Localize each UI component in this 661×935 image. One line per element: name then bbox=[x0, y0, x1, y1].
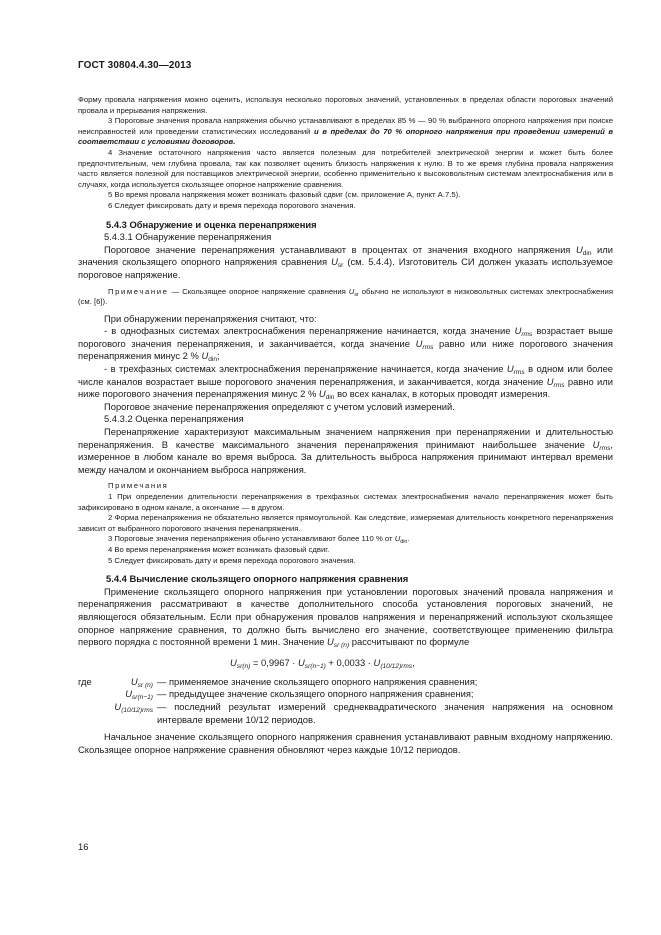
section-heading-5-4-4: 5.4.4 Вычисление скользящего опорного напряжения сравнения bbox=[106, 573, 409, 585]
paragraph-threshold: Пороговое значение перенапряжения устанавливают в процентах от значения входного напряжения $U_{din}$ или значения скользящего опорного напряжения сравнения $U_{sr}$ (см. 5.4.4). Изготовитель СИ должен указать используемое пороговое напряжение. bbox=[78, 243, 613, 280]
bullet-three-phase: - в трехфазных системах электроснабжения перенапряжение начинается, когда значение $U_{rms}$ в одном или более числе каналов возрастает выше порогового значения перенапряжения, и заканчивается, когда значение $U_{rms}$ равно или ниже порогового значения перенапряжения минус 2 % $U_{din}$ во всех каналах, в которых проводят измерения. bbox=[78, 363, 613, 402]
notes-item-1: 1 При определении длительности перенапряжения в трехфазных системах электроснабжения начало перенапряжения может быть зафиксировано в одном канале, а окончание — в другом. bbox=[78, 492, 613, 512]
page-number: 16 bbox=[78, 841, 89, 852]
definition-usr-n: где $U_{sr (n)}$ — применяемое значение скользящего опорного напряжения сравнения; bbox=[78, 675, 478, 689]
notes-item-4: 4 Во время перенапряжения может возникать фазовый сдвиг. bbox=[108, 544, 330, 554]
bullet-single-phase: - в однофазных системах электроснабжения перенапряжение начинается, когда значение $U_{rms}$ возрастает выше порогового значения перенапряжения, и заканчивается, когда значение $U_{rms}$ равно или ниже порогового значения перенапряжения минус 2 % $U_{din}$; bbox=[78, 325, 613, 364]
paragraph-detect: При обнаружении перенапряжения считают, что: bbox=[104, 312, 317, 324]
note-single: Примечание — Скользящее опорное напряжение сравнения $U_{sr}$ обычно не используют в низковольтных системах электроснабжения (см. [6]). bbox=[78, 286, 613, 307]
paragraph-sliding-reference: Применение скользящего опорного напряжения при установлении пороговых значений провала напряжения и перенапряжения рассматривают в качестве дополнительного способа установления пороговых значений, не являющегося обязательным. Если при обнаружения провалов напряжения и перенапряжений используют скользящее опорное напряжение сравнения, то должно быть вычислено его значение, соответствующее применению фильтра первого порядка с постоянной времени 1 мин. Значение $U_{sr (n)}$ рассчитывают по формуле bbox=[78, 585, 613, 650]
note-3: 3 Пороговые значения провала напряжения обычно устанавливают в пределах 85 % — 90 % выбранного опорного напряжения при поиске неисправностей или проведении статистических исследований и в пределах до 70 % опорного напряжения при проведении измерений в соответствии с условиями договоров. bbox=[78, 116, 613, 147]
subsection-heading-5-4-3-2: 5.4.3.2 Оценка перенапряжения bbox=[104, 413, 244, 425]
notes-item-2: 2 Форма перенапряжения не обязательно является прямоугольной. Как следствие, измеряемая длительность конкретного перенапряжения зависит от выбранного порогового значения перенапряжения. bbox=[78, 513, 613, 533]
note-5: 5 Во время провала напряжения может возникать фазовый сдвиг (см. приложение А, пункт А.7.5). bbox=[108, 190, 461, 200]
notes-item-3: 3 Пороговые значения перенапряжения обычно устанавливают более 110 % от $U_{din}$. bbox=[108, 534, 410, 546]
subsection-heading-5-4-3-1: 5.4.3.1 Обнаружение перенапряжения bbox=[104, 231, 272, 243]
notes-label: Примечания bbox=[108, 481, 169, 491]
paragraph-threshold-conditions: Пороговое значение перенапряжения определяют с учетом условий измерений. bbox=[104, 400, 455, 412]
paragraph-initial-value: Начальное значение скользящего опорного напряжения сравнения устанавливают равным входному напряжению. Скользящее опорное напряжение сравнения обновляют через каждые 10/12 периодов. bbox=[78, 731, 613, 755]
definition-u-10-12-rms: $U_{(10/12)rms}$ — последний результат измерений среднеквадратического значения напряжения на основном интервале времени 10/12 периодов. bbox=[114, 700, 613, 725]
note-6: 6 Следует фиксировать дату и время перехода порогового значения. bbox=[108, 200, 356, 210]
note-4: 4 Значение остаточного напряжения часто является полезным для потребителей электрической энергии и может быть более предпочтительным, чем глубина провала, так как позволяет оценить близость напряжения к нулю. В то же время глубина провала напряжения часто является полезной для поставщиков электрической энергии, особенно применительно к высоковольтным системам электроснабжения или в случаях, когда используется скользящее опорное напряжение сравнения. bbox=[78, 147, 613, 189]
definition-usr-n-1: $U_{sr(n-1)}$ — предыдущее значение скользящего опорного напряжения сравнения; bbox=[125, 688, 474, 702]
document-body bbox=[78, 95, 613, 756]
page-header-title: ГОСТ 30804.4.30—2013 bbox=[78, 60, 192, 71]
section-heading-5-4-3: 5.4.3 Обнаружение и оценка перенапряжения bbox=[106, 218, 317, 230]
formula-sliding-reference: $U_{sr(n)} = 0,9967 \cdot U_{sr(n-1)} + 0,0033 \cdot U_{(10/12)rms}$, bbox=[230, 656, 415, 670]
notes-item-5: 5 Следует фиксировать дату и время перехода порогового значения. bbox=[108, 555, 356, 565]
paragraph-evaluation: Перенапряжение характеризуют максимальным значением напряжения при перенапряжении и длительностью перенапряжения. В качестве максимального значения перенапряжения принимают наибольшее значение $U_{rms}$, измеренное в любом канале во время выброса. За длительность выброса напряжения принимают интервал времени между началом и окончанием выброса напряжения. bbox=[78, 426, 613, 475]
paragraph-intro: Форму провала напряжения можно оценить, используя несколько пороговых значений, установленных в пределах области пороговых значений провала и прерывания напряжения. bbox=[78, 95, 613, 115]
formula-definitions bbox=[78, 676, 613, 726]
